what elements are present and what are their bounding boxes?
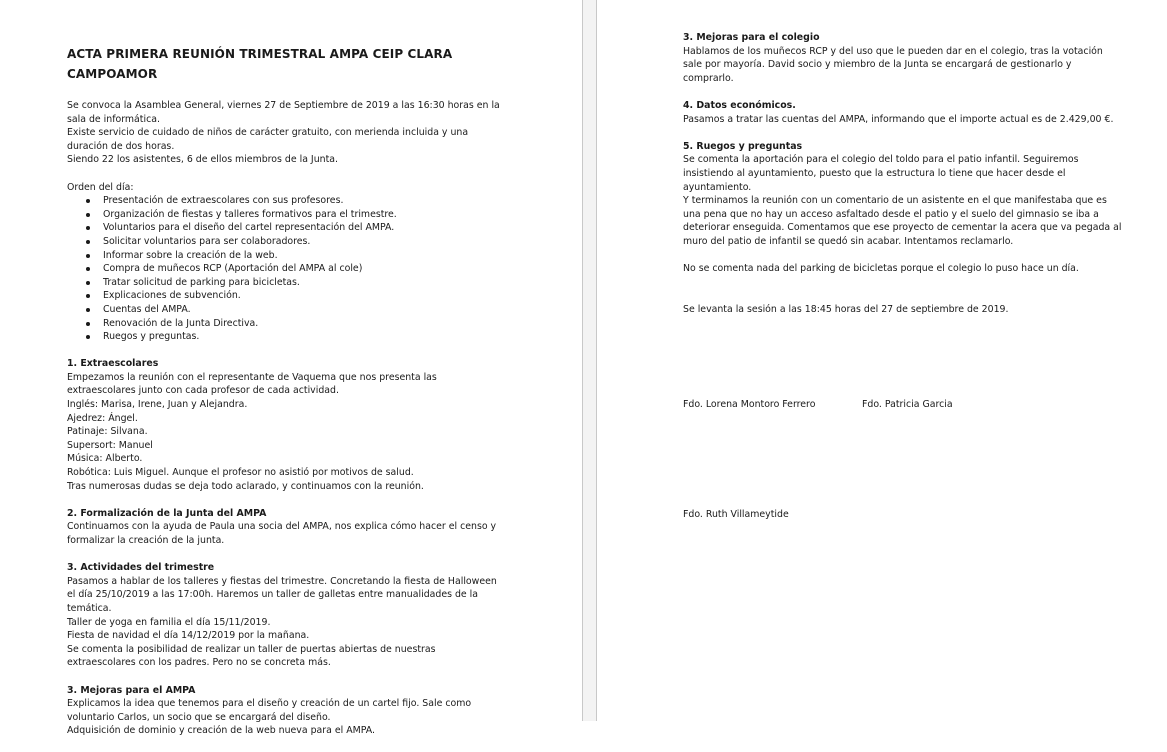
document-title: ACTA PRIMERA REUNIÓN TRIMESTRAL AMPA CEIP CLARA CAMPOAMOR xyxy=(67,47,453,81)
section-line: Supersort: Manuel xyxy=(67,439,153,451)
agenda-item: Explicaciones de subvención. xyxy=(103,289,507,303)
section-junta xyxy=(67,507,507,548)
section-line: Fiesta de navidad el día 14/12/2019 por la mañana. xyxy=(67,630,310,642)
page-gap xyxy=(582,0,597,721)
section-mejoras-ampa xyxy=(67,684,507,738)
section-line: Empezamos la reunión con el representante de Vaquema que nos presenta las extraescolares junto con cada profesor de cada actividad. xyxy=(67,371,437,397)
section-line: Continuamos con la ayuda de Paula una socia del AMPA, nos explica cómo hacer el censo y formalizar la creación de la junta. xyxy=(67,521,497,546)
agenda-item: Informar sobre la creación de la web. xyxy=(103,249,507,263)
agenda-item: Cuentas del AMPA. xyxy=(103,303,507,317)
section-ruegos xyxy=(683,140,1123,249)
section-heading: 4. Datos económicos. xyxy=(683,99,796,111)
signature-patricia: Fdo. Patricia Garcia xyxy=(862,399,953,411)
section-line: Adquisición de dominio y creación de la web nueva para el AMPA. xyxy=(67,725,375,737)
section-line: Se comenta la aportación para el colegio del toldo para el patio infantil. Seguiremos insistiendo al ayuntamiento, puesto que la estructura lo tiene que hacer desde el ayuntamiento. xyxy=(683,154,1079,193)
signature-row xyxy=(683,398,1123,412)
section-heading: 1. Extraescolares xyxy=(67,358,159,370)
section-line: Patinaje: Silvana. xyxy=(67,426,148,438)
section-line: Robótica: Luis Miguel. Aunque el profesor no asistió por motivos de salud. xyxy=(67,467,414,479)
intro-line: Existe servicio de cuidado de niños de carácter gratuito, con merienda incluida y una duración de dos horas. xyxy=(67,127,469,152)
section-line: Música: Alberto. xyxy=(67,453,143,465)
document-page-2 xyxy=(597,0,1167,721)
agenda-item: Organización de fiestas y talleres formativos para el trimestre. xyxy=(103,208,507,222)
agenda-list xyxy=(67,194,507,344)
section-extraescolares xyxy=(67,357,507,493)
agenda-item: Renovación de la Junta Directiva. xyxy=(103,317,507,331)
section-line: Explicamos la idea que tenemos para el diseño y creación de un cartel fijo. Sale como voluntario Carlos, un socio que se encargará del diseño. xyxy=(67,698,472,723)
page-1-content xyxy=(67,44,507,752)
section-heading: 3. Mejoras para el AMPA xyxy=(67,684,196,696)
agenda-item: Voluntarios para el diseño del cartel representación del AMPA. xyxy=(103,221,507,235)
agenda-item: Ruegos y preguntas. xyxy=(103,330,507,344)
section-line: Inglés: Marisa, Irene, Juan y Alejandra. xyxy=(67,399,248,411)
section-heading: 2. Formalización de la Junta del AMPA xyxy=(67,507,267,519)
agenda-item: Solicitar voluntarios para ser colaboradores. xyxy=(103,235,507,249)
signature-lorena: Fdo. Lorena Montoro Ferrero xyxy=(683,399,816,411)
section-line: Taller de yoga en familia el día 15/11/2019. xyxy=(67,616,271,628)
page-2-content xyxy=(683,31,1123,521)
section-mejoras-colegio xyxy=(683,31,1123,85)
closing-line: Se levanta la sesión a las 18:45 horas del 27 de septiembre de 2019. xyxy=(683,303,1009,315)
agenda-item: Presentación de extraescolares con sus profesores. xyxy=(103,194,507,208)
section-heading: 3. Mejoras para el colegio xyxy=(683,32,820,43)
document-page-1 xyxy=(0,0,582,737)
intro-block xyxy=(67,99,507,167)
agenda-label: Orden del día: xyxy=(67,181,134,193)
section-line: Tras numerosas dudas se deja todo aclarado, y continuamos con la reunión. xyxy=(67,480,424,492)
signature-ruth: Fdo. Ruth Villameytide xyxy=(683,508,789,520)
section-line: Hablamos de los muñecos RCP y del uso que le pueden dar en el colegio, tras la votación sale por mayoría. David socio y miembro de la Junta se encargará de gestionarlo y comprarlo. xyxy=(683,45,1103,84)
intro-line: Siendo 22 los asistentes, 6 de ellos miembros de la Junta. xyxy=(67,154,338,166)
section-line: Se comenta la posibilidad de realizar un taller de puertas abiertas de nuestras extraescolares con los padres. Pero no se concreta más. xyxy=(67,643,436,669)
section-line: Pasamos a hablar de los talleres y fiestas del trimestre. Concretando la fiesta de Halloween el día 25/10/2019 a las 17:00h. Haremos un taller de galletas entre manualidades de la temática. xyxy=(67,575,497,614)
section-datos-economicos xyxy=(683,99,1123,126)
agenda-item: Tratar solicitud de parking para bicicletas. xyxy=(103,276,507,290)
section-actividades xyxy=(67,561,507,670)
section-line: Y terminamos la reunión con un comentario de un asistente en el que manifestaba que es una pena que no hay un acceso asfaltado desde el patio y el suelo del gimnasio se iba a deteriorar enseguida. Comentamos que ese proyecto de cementar la acera que va pegada al muro del patio de infantil se quedó sin acabar. Intentamos reclamarlo. xyxy=(683,195,1122,247)
bicycles-note: No se comenta nada del parking de bicicletas porque el colegio lo puso hace un día. xyxy=(683,263,1079,275)
intro-line: Se convoca la Asamblea General, viernes 27 de Septiembre de 2019 a las 16:30 horas en la sala de informática. xyxy=(67,100,500,125)
section-heading: 5. Ruegos y preguntas xyxy=(683,140,803,152)
section-line: Ajedrez: Ángel. xyxy=(67,412,138,424)
agenda-item: Compra de muñecos RCP (Aportación del AMPA al cole) xyxy=(103,262,507,276)
section-heading: 3. Actividades del trimestre xyxy=(67,562,215,574)
section-line: Pasamos a tratar las cuentas del AMPA, informando que el importe actual es de 2.429,00 €. xyxy=(683,113,1114,125)
